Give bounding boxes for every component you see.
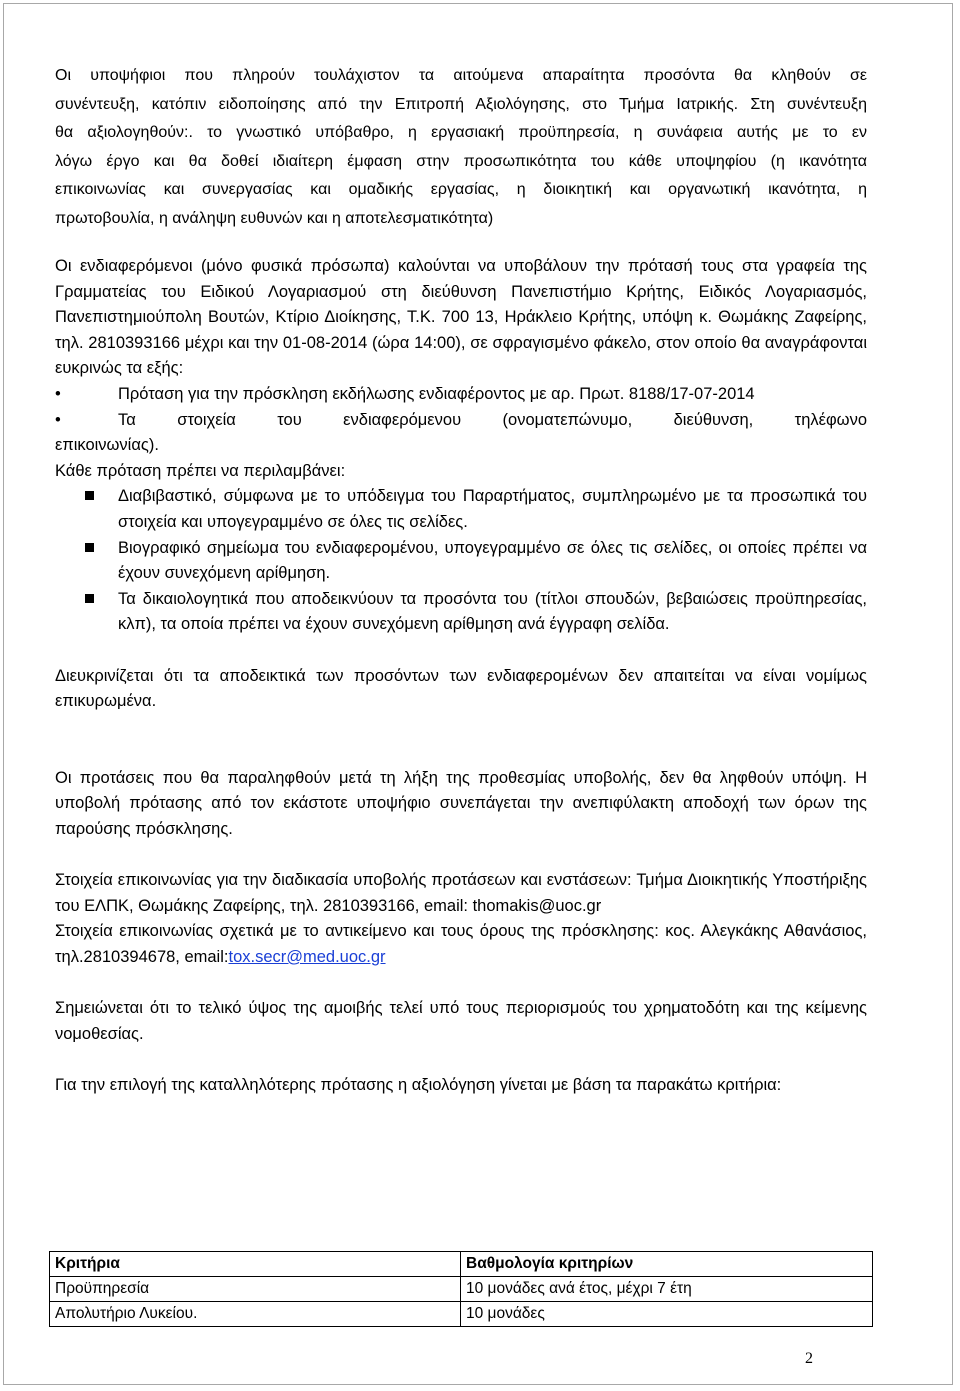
square-text: Διαβιβαστικό, σύμφωνα με το υπόδειγμα του Παραρτήματος, συμπληρωμένο με τα προσωπικά του στοιχεία και υπογεγραμμένο σε όλες τις σελίδες. — [118, 487, 867, 531]
bullet-item — [55, 382, 867, 408]
square-bullet-icon — [55, 536, 118, 587]
table-cell: Προϋπηρεσία — [50, 1277, 461, 1302]
document-body — [55, 254, 867, 1098]
paragraph-submission: Οι ενδιαφερόμενοι (μόνο φυσικά πρόσωπα) καλούνται να υποβάλουν την πρότασή τους στα γραφεία της Γραμματείας του Ειδικού Λογαριασμού στη διεύθυνση Πανεπιστήμιο Κρήτης, Ειδικός Λογαριασμός, Πανεπιστημιούπολη Βουτών, Κτίριο Διοίκησης, Τ.Κ. 700 13, Ηράκλειο Κρήτης, υπόψη κ. Θωμάκης Ζαφείρης, τηλ. 2810393166 μέχρι και την 01-08-2014 (ώρα 14:00), σε σφραγισμένο φάκελο, στον οποίο θα αναγράφονται ευκρινώς τα εξής: — [55, 257, 867, 378]
square-bullet-icon — [55, 484, 118, 535]
table-row — [50, 1277, 873, 1302]
table-cell: 10 μονάδες ανά έτος, μέχρι 7 έτη — [461, 1277, 873, 1302]
table-header-row — [50, 1252, 873, 1277]
bullet-text: Τα στοιχεία του ενδιαφερόμενου (ονοματεπώνυμο, διεύθυνση, τηλέφωνο — [118, 410, 867, 429]
square-item — [55, 587, 867, 638]
bullet-continuation: επικοινωνίας). — [55, 436, 159, 455]
bullet-text: Πρόταση για την πρόσκληση εκδήλωσης ενδιαφέροντος με αρ. Πρωτ. 8188/17-07-2014 — [118, 384, 755, 403]
paragraph-requirements: Κάθε πρόταση πρέπει να περιλαμβάνει: — [55, 461, 346, 480]
contact-text: Στοιχεία επικοινωνίας σχετικά με το αντικείμενο και τους όρους της πρόσκλησης: κος. Αλεγκάκης Αθανάσιος, τηλ.2810394678, email: — [55, 922, 867, 966]
paragraph-criteria: Για την επιλογή της καταλληλότερης πρότασης η αξιολόγηση γίνεται με βάση τα παρακάτω κριτήρια: — [55, 1075, 782, 1094]
paragraph-fee: Σημειώνεται ότι το τελικό ύψος της αμοιβής τελεί υπό τους περιορισμούς του χρηματοδότη και της κείμενης νομοθεσίας. — [55, 999, 867, 1043]
square-item — [55, 484, 867, 535]
table-cell: 10 μονάδες — [461, 1302, 873, 1327]
text-line: συνέντευξη, κατόπιν ειδοποίησης από την Επιτροπή Αξιολόγησης, στο Τμήμα Ιατρικής. Στη συνέντευξη — [55, 95, 867, 113]
criteria-table — [49, 1251, 873, 1327]
table-row — [50, 1302, 873, 1327]
paragraph-certification: Διευκρινίζεται ότι τα αποδεικτικά των προσόντων των ενδιαφερομένων δεν απαιτείται να είναι νομίμως επικυρωμένα. — [55, 666, 867, 711]
email-link[interactable]: tox.secr@med.uoc.gr — [228, 947, 386, 966]
square-bullet-icon — [55, 587, 118, 638]
text-line: πρωτοβουλία, η ανάληψη ευθυνών και η αποτελεσματικότητα) — [55, 209, 494, 227]
text-line: επικοινωνίας και συνεργασίας και ομαδικής εργασίας, η διοικητική και οργανωτική ικανότητα, η — [55, 181, 867, 198]
paragraph-interview — [55, 62, 867, 233]
table-header-cell: Βαθμολογία κριτηρίων — [461, 1252, 873, 1277]
bullet-mark: • — [55, 410, 61, 429]
bullet-mark: • — [55, 384, 61, 403]
square-text: Βιογραφικό σημείωμα του ενδιαφερομένου, υπογεγραμμένο σε όλες τις σελίδες, οι οποίες πρέπει να έχουν συνεχόμενη αρίθμηση. — [118, 538, 867, 583]
table-cell: Απολυτήριο Λυκείου. — [50, 1302, 461, 1327]
page-number: 2 — [805, 1350, 813, 1367]
square-text: Τα δικαιολογητικά που αποδεικνύουν τα προσόντα του (τίτλοι σπουδών, βεβαιώσεις προϋπηρεσίας, κλπ), τα οποία πρέπει να έχουν συνεχόμενη αρίθμηση ανά έγγραφη σελίδα. — [118, 589, 867, 634]
paragraph-deadline: Οι προτάσεις που θα παραληφθούν μετά τη λήξη της προθεσμίας υποβολής, δεν θα ληφθούν υπόψη. Η υποβολή πρότασης από τον εκάστοτε υποψήφιο συνεπάγεται την ανεπιφύλακτη αποδοχή των όρων της παρούσης πρόσκλησης. — [55, 768, 867, 838]
table-header-cell: Κριτήρια — [50, 1252, 461, 1277]
text-line: Οι υποψήφιοι που πληρούν τουλάχιστον τα αιτούμενα απαραίτητα προσόντα θα κληθούν σε — [55, 67, 867, 84]
bullet-item — [55, 408, 867, 434]
text-line: θα αξιολογηθούν:. το γνωστικό υπόβαθρο, η εργασιακή προϋπηρεσία, η συνάφεια αυτής με το εν — [55, 124, 867, 141]
text-line: λόγω έργο και θα δοθεί ιδιαίτερη έμφαση στην προσωπικότητα του κάθε υποψηφίου (η ικανότητα — [55, 152, 867, 170]
paragraph-contact-admin: Στοιχεία επικοινωνίας για την διαδικασία υποβολής προτάσεων και ενστάσεων: Τμήμα Διοικητικής Υποστήριξης του ΕΛΠΚ, Θωμάκης Ζαφείρης, τηλ. 2810393166, email: thomakis@uoc.gr — [55, 871, 867, 915]
paragraph-contact-subject — [55, 919, 867, 970]
square-item — [55, 536, 867, 587]
